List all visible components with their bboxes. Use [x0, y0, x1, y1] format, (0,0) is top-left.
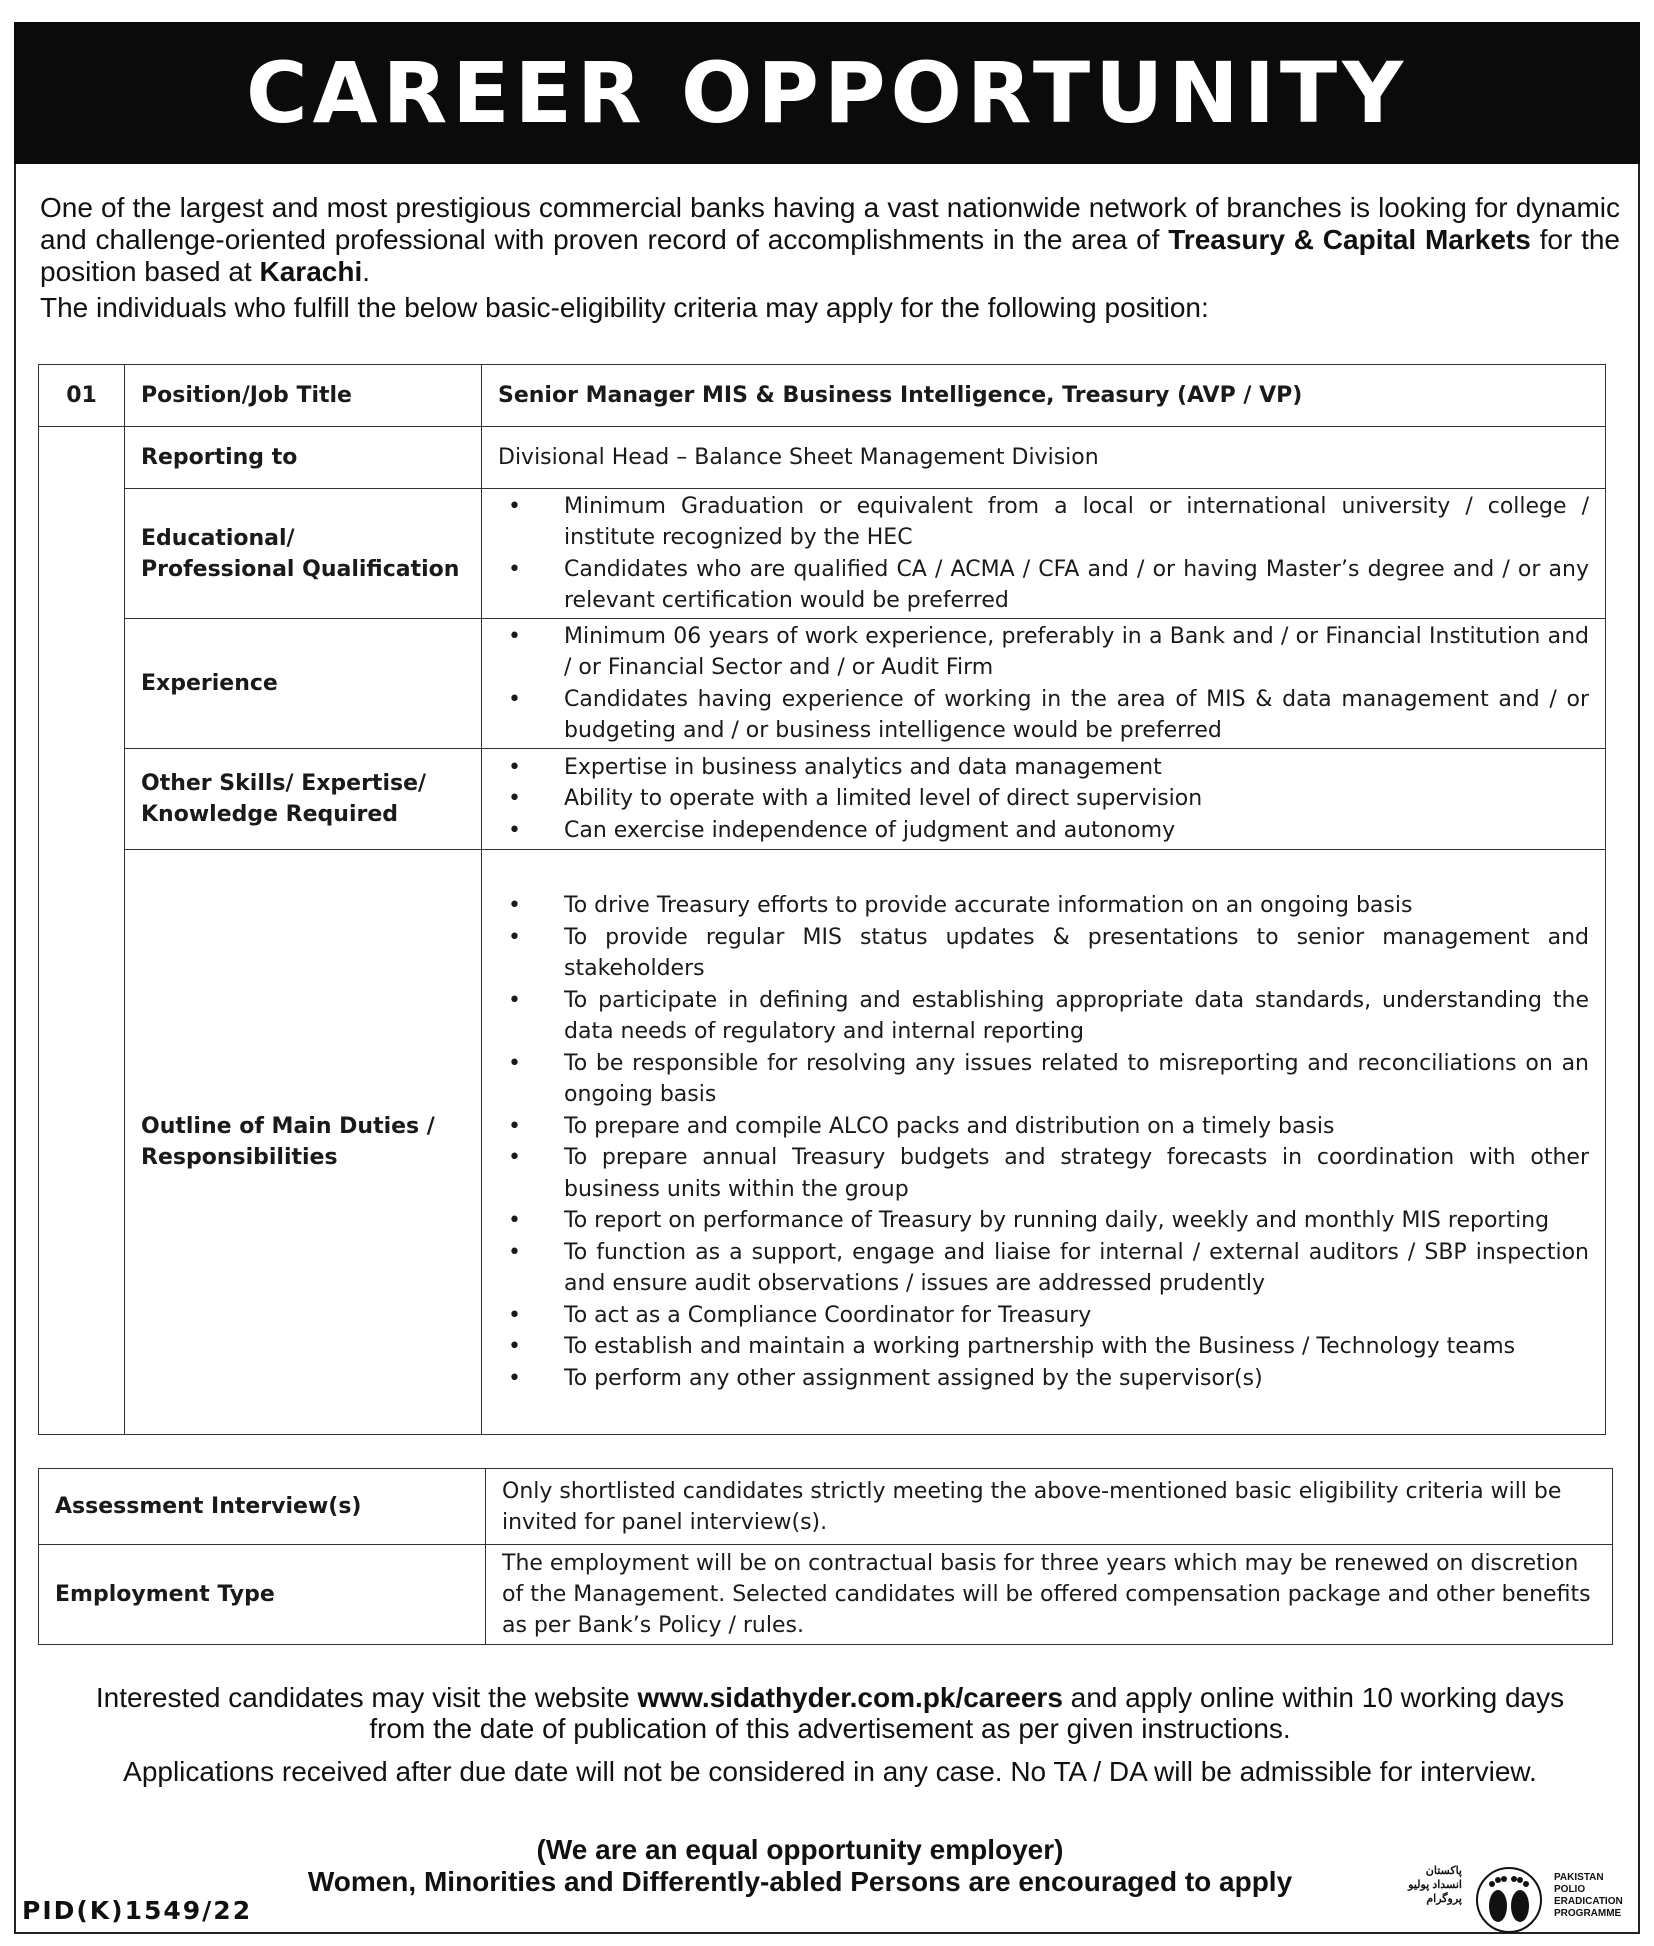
duties-label-line-2: Responsibilities — [141, 1145, 338, 1170]
education-label-line-2: Professional Qualification — [141, 556, 460, 582]
logo-line-4: PROGRAMME — [1554, 1908, 1622, 1919]
table-row — [39, 365, 1606, 427]
list-item: • Expertise in business analytics and data management — [498, 752, 1589, 784]
encourage-text: Women, Minorities and Differently-abled Persons are encouraged to apply — [307, 1866, 1293, 1897]
experience-label: Experience — [125, 619, 482, 749]
table-row — [39, 427, 1606, 489]
education-value — [482, 489, 1606, 619]
reporting-value: Divisional Head – Balance Sheet Management Division — [482, 427, 1606, 489]
skills-label-line-2: Knowledge Required — [141, 802, 399, 827]
page-title: CAREER OPPORTUNITY — [245, 44, 1409, 142]
list-item: • To report on performance of Treasury by running daily, weekly and monthly MIS reporting — [498, 1205, 1589, 1237]
list-item: • Can exercise independence of judgment and autonomy — [498, 815, 1589, 847]
list-item: • To be responsible for resolving any issues related to misreporting and reconciliations on an ongoing basis — [498, 1048, 1589, 1111]
info-table — [38, 1468, 1613, 1645]
list-item: • To perform any other assignment assigned by the supervisor(s) — [498, 1363, 1589, 1395]
list-item: • To participate in defining and establishing appropriate data standards, understanding the data needs of regulatory and internal reporting — [498, 985, 1589, 1048]
apply-pre: Interested candidates may visit the website — [95, 1682, 630, 1713]
intro-city: Karachi — [259, 256, 363, 287]
list-item: • To drive Treasury efforts to provide accurate information on an ongoing basis — [498, 890, 1589, 922]
skills-label-line-1: Other Skills/ Expertise/ — [141, 771, 427, 796]
intro-text-1: One of the largest and most prestigious commercial banks having a vast nationwide network of branches is looking for dynamic and challenge-oriented professional with proven record of accomplishments in the area of — [40, 192, 1620, 255]
intro-end: . — [362, 256, 370, 287]
employment-label: Employment Type — [39, 1545, 486, 1645]
assessment-label: Assessment Interview(s) — [39, 1469, 486, 1545]
assessment-value: Only shortlisted candidates strictly meeting the above-mentioned basic eligibility criteria will be invited for panel interview(s). — [486, 1469, 1613, 1545]
intro-criteria: The individuals who fulfill the below basic-eligibility criteria may apply for the following position: — [40, 292, 1209, 323]
position-title-label: Position/Job Title — [125, 365, 482, 427]
duties-value — [482, 850, 1606, 1435]
late-notice: Applications received after due date will not be considered in any case. No TA / DA will be admissible for interview. — [123, 1756, 1537, 1787]
apply-instructions — [90, 1682, 1570, 1744]
website-link[interactable]: www.sidathyder.com.pk/careers — [637, 1682, 1063, 1713]
list-item: • Minimum 06 years of work experience, preferably in a Bank and / or Financial Institution and / or Financial Sector and / or Audit Firm — [498, 621, 1589, 684]
skills-label — [125, 749, 482, 850]
footprint-icon — [1468, 1858, 1550, 1934]
list-item: • To establish and maintain a working partnership with the Business / Technology teams — [498, 1331, 1589, 1363]
logo-line-1: PAKISTAN — [1554, 1872, 1604, 1883]
position-table — [38, 364, 1606, 1435]
table-row — [39, 619, 1606, 749]
table-row — [39, 749, 1606, 850]
education-label — [125, 489, 482, 619]
polio-logo — [1406, 1858, 1634, 1934]
list-item: • To provide regular MIS status updates & presentations to senior management and stakeholders — [498, 922, 1589, 985]
list-item: • Ability to operate with a limited level of direct supervision — [498, 783, 1589, 815]
table-row — [39, 1469, 1613, 1545]
employment-value: The employment will be on contractual basis for three years which may be renewed on discretion of the Management. Selected candidates will be offered compensation package and other benefits as per Bank’s Policy / rules. — [486, 1545, 1613, 1645]
list-item: • To prepare and compile ALCO packs and distribution on a timely basis — [498, 1111, 1589, 1143]
duties-label-line-1: Outline of Main Duties / — [141, 1114, 435, 1139]
position-title-value: Senior Manager MIS & Business Intelligence, Treasury (AVP / VP) — [482, 365, 1606, 427]
list-item: • To prepare annual Treasury budgets and strategy forecasts in coordination with other business units within the group — [498, 1142, 1589, 1205]
intro-text-2: for the position based at — [40, 224, 1621, 287]
logo-urdu-text: پاکستان انسداد پولیو پروگرام — [1408, 1865, 1462, 1905]
skills-value — [482, 749, 1606, 850]
list-item: • To function as a support, engage and liaise for internal / external auditors / SBP inspection and ensure audit observations / issues are addressed prudently — [498, 1237, 1589, 1300]
list-item: • To act as a Compliance Coordinator for Treasury — [498, 1300, 1589, 1332]
list-item: • Minimum Graduation or equivalent from a local or international university / college / institute recognized by the HEC — [498, 491, 1589, 554]
intro-area: Treasury & Capital Markets — [1168, 224, 1531, 255]
blank-cell — [39, 427, 125, 1435]
header-banner — [14, 22, 1640, 164]
position-number: 01 — [39, 365, 125, 427]
intro-paragraph — [40, 192, 1620, 288]
logo-text — [1554, 1872, 1623, 1920]
table-row — [39, 1545, 1613, 1645]
reporting-label: Reporting to — [125, 427, 482, 489]
education-label-line-1: Educational/ — [141, 525, 295, 551]
equal-opportunity: (We are an equal opportunity employer) — [536, 1834, 1064, 1865]
table-row — [39, 850, 1606, 1435]
list-item: • Candidates who are qualified CA / ACMA / CFA and / or having Master’s degree and / or any relevant certification would be preferred — [498, 554, 1589, 617]
duties-label — [125, 850, 482, 1435]
list-item: • Candidates having experience of working in the area of MIS & data management and / or budgeting and / or business intelligence would be preferred — [498, 684, 1589, 747]
logo-line-3: ERADICATION — [1554, 1896, 1623, 1907]
logo-line-2: POLIO — [1554, 1884, 1586, 1895]
experience-value — [482, 619, 1606, 749]
apply-post: and apply online within 10 working days from the date of publication of this advertisement as per given instructions. — [369, 1682, 1565, 1744]
table-row — [39, 489, 1606, 619]
pid-code: PID(K)1549/22 — [22, 1896, 253, 1925]
